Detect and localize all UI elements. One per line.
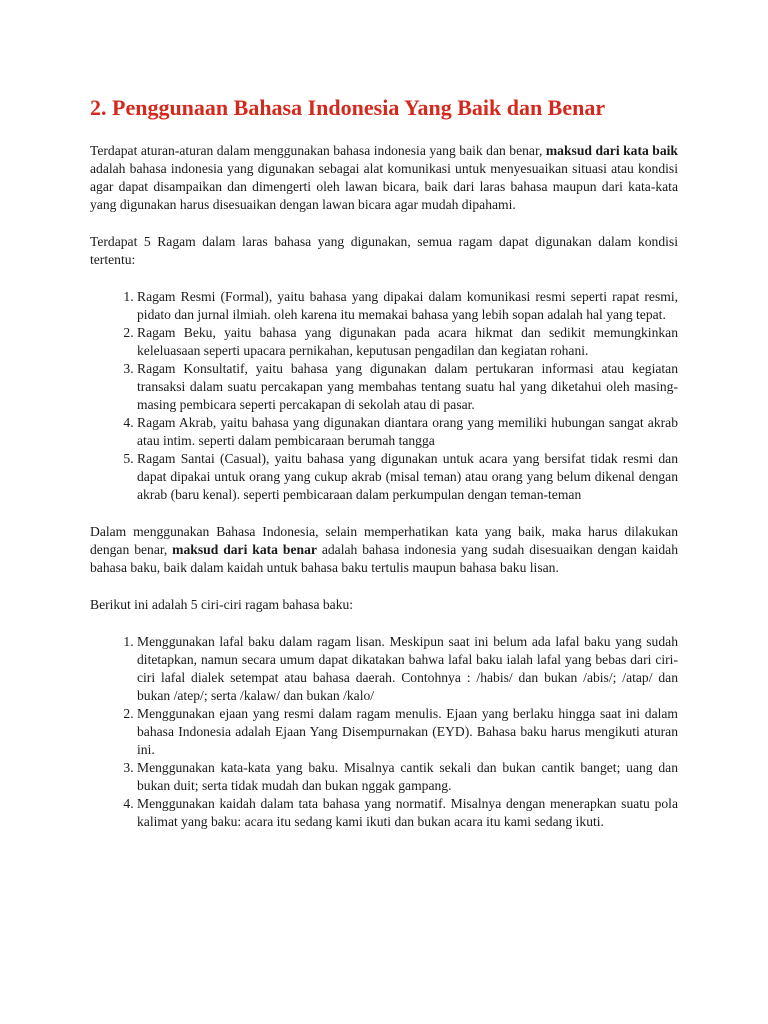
ciri-intro-paragraph: Berikut ini adalah 5 ciri-ciri ragam bahasa baku: [90, 597, 354, 612]
list-item: 3. Ragam Konsultatif, yaitu bahasa yang digunakan dalam pertukaran informasi atau kegiatan transaksi dalam suatu percakapan yang membahas tentang suatu hal yang diketahui oleh masing-masing pembicara seperti percakapan di sekolah atau di pasar. [137, 360, 678, 414]
list-item: 4. Ragam Akrab, yaitu bahasa yang digunakan diantara orang yang memiliki hubungan sangat akrab atau intim. seperti dalam pembicaraan berumah tangga [137, 414, 678, 450]
section-heading: 2. Penggunaan Bahasa Indonesia Yang Baik dan Benar [90, 95, 606, 120]
list-item: 2. Ragam Beku, yaitu bahasa yang digunakan pada acara hikmat dan sedikit memungkinkan keleluasaan seperti upacara pernikahan, keputusan pengadilan dan kegiatan rohani. [137, 324, 678, 360]
benar-bold: maksud dari kata benar [172, 542, 317, 557]
intro-paragraph [90, 142, 678, 214]
list-item: 3. Menggunakan kata-kata yang baku. Misalnya cantik sekali dan bukan cantik banget; uang dan bukan duit; serta tidak mudah dan bukan nggak gampang. [137, 759, 678, 795]
benar-text-1: Dalam menggunakan Bahasa Indonesia, selain memperhatikan kata yang baik, maka harus dilakukan dengan benar, [90, 524, 678, 557]
ciri-list [90, 633, 678, 831]
list-item: 1. Menggunakan lafal baku dalam ragam lisan. Meskipun saat ini belum ada lafal baku yang sudah ditetapkan, namun secara umum dapat dikatakan bahwa lafal baku ialah lafal yang bebas dari ciri-ciri lafal dialek setempat atau bahasa daerah. Contohnya : /habis/ dan bukan /abis/; /atap/ dan bukan /atep/; serta /kalaw/ dan bukan /kalo/ [137, 633, 678, 705]
benar-paragraph [90, 523, 678, 577]
ragam-list [90, 288, 678, 504]
list-item: 2. Menggunakan ejaan yang resmi dalam ragam menulis. Ejaan yang berlaku hingga saat ini dalam bahasa Indonesia adalah Ejaan Yang Disempurnakan (EYD). Bahasa baku harus mengikuti aturan ini. [137, 705, 678, 759]
benar-text-2: adalah bahasa indonesia yang sudah disesuaikan dengan kaidah bahasa baku, baik dalam kaidah untuk bahasa baku tertulis maupun bahasa baku lisan. [90, 542, 678, 575]
list-item: 5. Ragam Santai (Casual), yaitu bahasa yang digunakan untuk acara yang bersifat tidak resmi dan dapat dipakai untuk orang yang cukup akrab (misal teman) atau orang yang belum dikenal dengan akrab (baru kenal). seperti pembicaraan dalam perkumpulan dengan teman-teman [137, 450, 678, 504]
ragam-intro-paragraph: Terdapat 5 Ragam dalam laras bahasa yang digunakan, semua ragam dapat digunakan dalam kondisi tertentu: [90, 234, 678, 267]
intro-text-1: Terdapat aturan-aturan dalam menggunakan bahasa indonesia yang baik dan benar, [90, 143, 546, 158]
list-item: 4. Menggunakan kaidah dalam tata bahasa yang normatif. Misalnya dengan menerapkan suatu pola kalimat yang baku: acara itu sedang kami ikuti dan bukan acara itu kami sedang ikuti. [137, 795, 678, 831]
intro-text-2: adalah bahasa indonesia yang digunakan sebagai alat komunikasi untuk menyesuaikan situasi atau kondisi agar dapat disampaikan dan dimengerti oleh lawan bicara, baik dari laras bahasa maupun dari kata-kata yang digunakan harus disesuaikan dengan lawan bicara agar mudah dipahami. [90, 161, 678, 212]
intro-bold: maksud dari kata baik [545, 143, 678, 158]
list-item: 1. Ragam Resmi (Formal), yaitu bahasa yang dipakai dalam komunikasi resmi seperti rapat resmi, pidato dan jurnal ilmiah. oleh karena itu memakai bahasa yang lebih sopan adalah hal yang tepat. [137, 288, 678, 324]
